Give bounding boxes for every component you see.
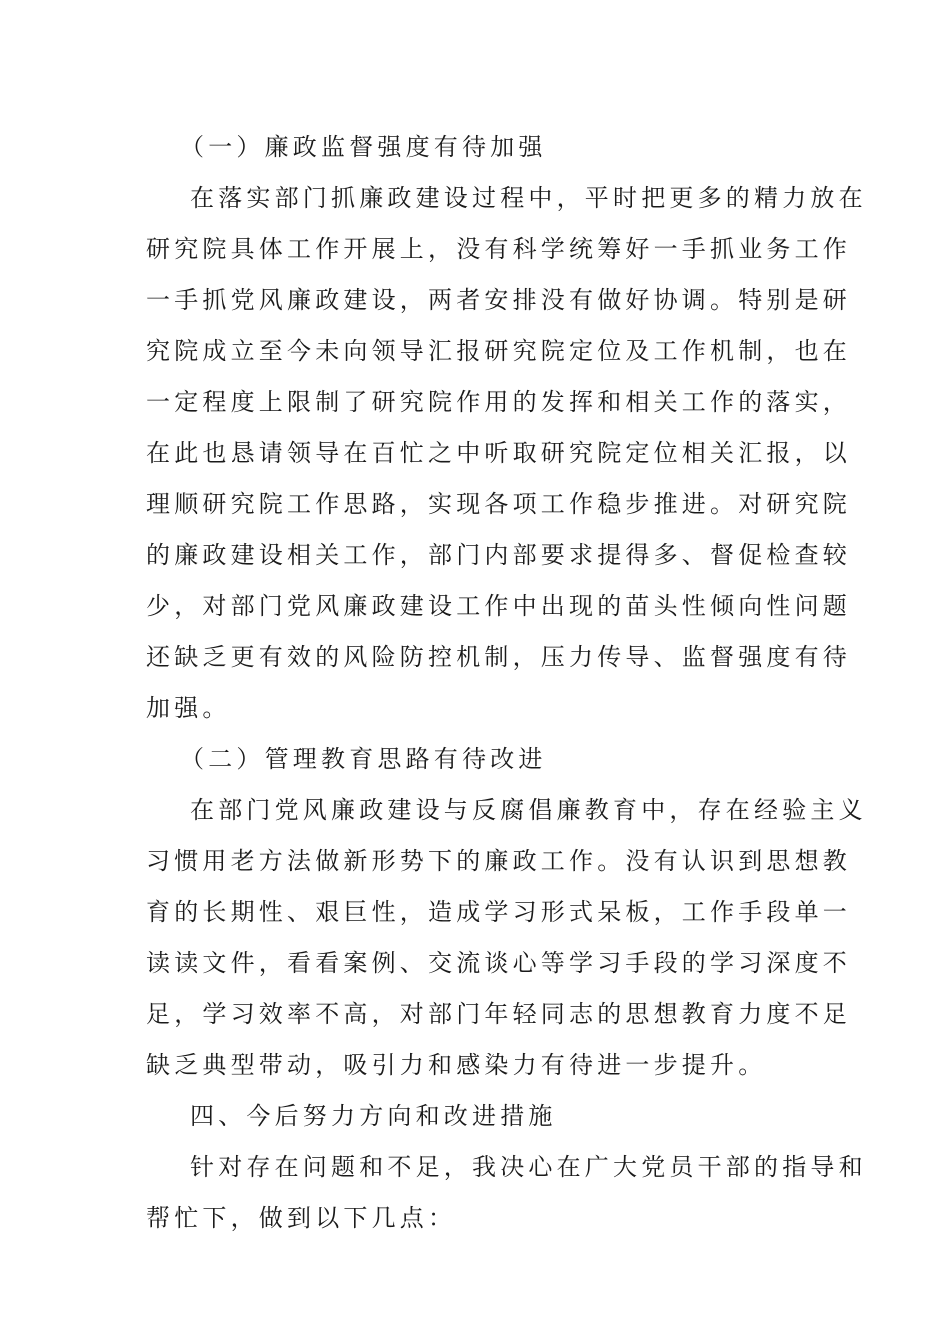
section-heading-1: （一）廉政监督强度有待加强 (180, 133, 547, 161)
paragraph-line: 缺乏典型带动，吸引力和感染力有待进一步提升。 (146, 1051, 767, 1079)
paragraph-line: 少，对部门党风廉政建设工作中出现的苗头性倾向性问题 (146, 592, 851, 620)
paragraph-line: 育的长期性、艰巨性，造成学习形式呆板，工作手段单一 (146, 898, 851, 926)
paragraph-line: 在落实部门抓廉政建设过程中，平时把更多的精力放在 (190, 184, 867, 212)
section-heading-3: 四、今后努力方向和改进措施 (190, 1102, 557, 1130)
paragraph-line: 在部门党风廉政建设与反腐倡廉教育中，存在经验主义 (190, 796, 867, 824)
paragraph-line: 帮忙下，做到以下几点： (146, 1204, 457, 1232)
paragraph-line: 在此也恳请领导在百忙之中听取研究院定位相关汇报，以 (146, 439, 851, 467)
paragraph-line: 一手抓党风廉政建设，两者安排没有做好协调。特别是研 (146, 286, 851, 314)
paragraph-line: 还缺乏更有效的风险防控机制，压力传导、监督强度有待 (146, 643, 851, 671)
paragraph-line: 针对存在问题和不足，我决心在广大党员干部的指导和 (190, 1153, 867, 1181)
paragraph-line: 习惯用老方法做新形势下的廉政工作。没有认识到思想教 (146, 847, 851, 875)
paragraph-line: 加强。 (146, 694, 231, 722)
paragraph-line: 的廉政建设相关工作，部门内部要求提得多、督促检查较 (146, 541, 851, 569)
paragraph-line: 读读文件，看看案例、交流谈心等学习手段的学习深度不 (146, 949, 851, 977)
paragraph-line: 一定程度上限制了研究院作用的发挥和相关工作的落实， (146, 388, 851, 416)
section-heading-2: （二）管理教育思路有待改进 (180, 745, 547, 773)
paragraph-line: 理顺研究院工作思路，实现各项工作稳步推进。对研究院 (146, 490, 851, 518)
paragraph-line: 足，学习效率不高，对部门年轻同志的思想教育力度不足 (146, 1000, 851, 1028)
paragraph-line: 研究院具体工作开展上，没有科学统筹好一手抓业务工作 (146, 235, 851, 263)
document-body (146, 122, 867, 1244)
paragraph-line: 究院成立至今未向领导汇报研究院定位及工作机制，也在 (146, 337, 851, 365)
